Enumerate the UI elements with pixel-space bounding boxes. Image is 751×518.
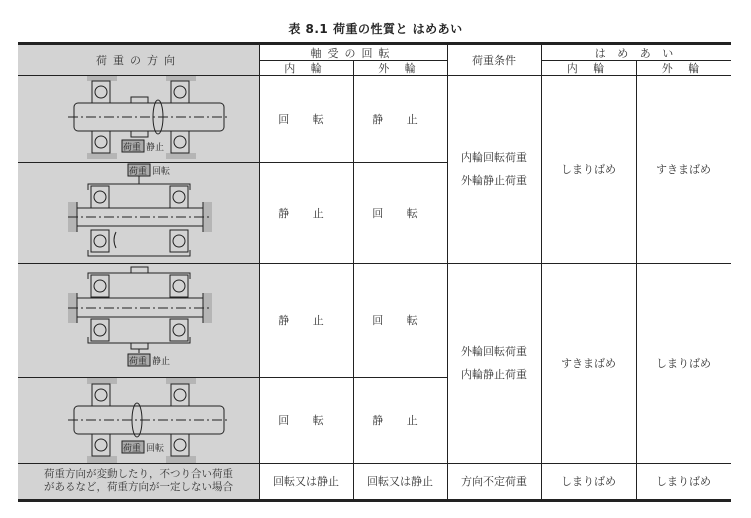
svg-text:荷重: 荷重	[123, 444, 142, 454]
header-fit-group: は め あ い	[594, 46, 678, 60]
header-load-condition: 荷重条件	[472, 54, 516, 67]
row4-outer: 静 止	[372, 414, 428, 427]
rule	[636, 60, 637, 499]
rule	[18, 263, 731, 264]
group2-fit-outer: しまりばめ	[656, 357, 711, 370]
rule	[353, 60, 354, 499]
rule	[447, 45, 448, 499]
condition-line: 内輪回転荷重	[461, 151, 527, 164]
last-row-direction	[18, 463, 259, 499]
bearing-diagram-icon	[18, 75, 259, 162]
bearing-diagram-icon	[18, 263, 259, 377]
group1-fit-outer: すきまばめ	[656, 163, 711, 176]
svg-text:静止: 静止	[146, 143, 165, 153]
direction-line: 荷重方向が変動したり，不つり合い荷重	[44, 468, 233, 480]
header-inner-ring: 内 輪	[284, 61, 328, 75]
rule	[18, 162, 447, 163]
row4-inner: 回 転	[278, 414, 334, 427]
last-row-condition: 方向不定荷重	[461, 475, 527, 488]
header-direction: 荷重の方向	[18, 45, 259, 75]
condition-line: 内輪静止荷重	[461, 368, 527, 381]
table-title: 表 8.1 荷重の性質と はめあい	[288, 22, 463, 36]
row3-outer: 回 転	[372, 314, 428, 327]
rule	[18, 75, 731, 76]
header-fit-inner: 内 輪	[566, 61, 611, 75]
row3-inner: 静 止	[278, 314, 334, 327]
last-row-outer: 回転又は静止	[367, 475, 433, 488]
svg-text:荷重: 荷重	[123, 143, 142, 153]
diagram-cell-4	[18, 377, 259, 463]
load-fit-table	[18, 42, 731, 502]
diagram-cell-2	[18, 162, 259, 263]
svg-text:荷重: 荷重	[129, 167, 148, 177]
last-row-fit-inner: しまりばめ	[561, 475, 616, 488]
diagram-cell-1	[18, 75, 259, 162]
rule	[18, 463, 731, 464]
rule	[259, 45, 260, 499]
condition-line: 外輪回転荷重	[461, 345, 527, 358]
header-rotation-group: 軸受の回転	[310, 46, 396, 60]
condition-line: 外輪静止荷重	[461, 174, 527, 187]
bearing-diagram-icon	[18, 162, 259, 263]
last-row-fit-outer: しまりばめ	[656, 475, 711, 488]
header-fit-outer: 外 輪	[661, 61, 706, 75]
row1-inner: 回 転	[278, 112, 334, 126]
diagram-cell-3	[18, 263, 259, 377]
header-outer-ring: 外 輪	[378, 61, 422, 75]
bottom-rule	[18, 499, 731, 502]
direction-line: があるなど，荷重方向が一定しない場合	[44, 481, 233, 493]
row2-inner: 静 止	[278, 206, 334, 220]
rule	[18, 377, 447, 378]
group2-fit-inner: すきまばめ	[561, 357, 616, 370]
svg-text:静止: 静止	[152, 357, 171, 367]
group1-condition	[447, 75, 541, 263]
row2-outer: 回 転	[372, 206, 428, 220]
group1-fit-inner: しまりばめ	[561, 163, 616, 176]
svg-text:荷重: 荷重	[129, 357, 148, 367]
svg-text:回転: 回転	[146, 444, 165, 454]
bearing-diagram-icon	[18, 377, 259, 463]
rule	[541, 45, 542, 499]
group2-condition	[447, 263, 541, 463]
last-row-inner: 回転又は静止	[273, 475, 339, 488]
svg-text:回転: 回転	[152, 167, 171, 177]
row1-outer: 静 止	[372, 112, 428, 126]
